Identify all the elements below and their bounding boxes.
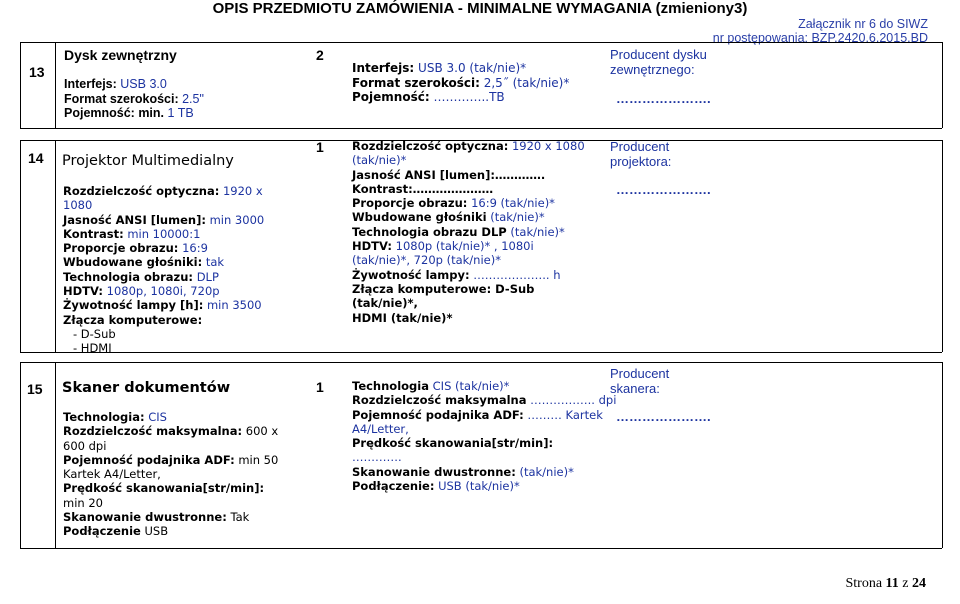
page-number: 11 xyxy=(885,576,899,591)
producer-value: …………………. xyxy=(616,91,711,106)
quantity: 2 xyxy=(316,47,324,63)
row-number: 13 xyxy=(29,64,45,80)
item-name: Projektor Multimedialny xyxy=(62,153,234,169)
page-total: 24 xyxy=(912,576,926,591)
item-name: Dysk zewnętrzny xyxy=(64,47,177,63)
item-name: Skaner dokumentów xyxy=(62,380,231,396)
attachment-reference: Załącznik nr 6 do SIWZ xyxy=(798,17,928,31)
offer-specs: Rozdzielczość optyczna: 1920 x 1080 (tak/nie)* Jasność ANSI [lumen]:…………. Kontrast:………………… Proporcje obrazu: 16:9 (tak/nie)* Wbudowane głośniki (tak/nie)* Technologia obrazu DLP (tak/nie)* HDTV: 1080p (tak/nie)* , 1080i (tak/nie)*, 720p (tak/nie)* Żywotność lampy: ……………….. h Złącza komputerowe: D-Sub (tak/nie)*, HDMI (tak/nie)* xyxy=(352,139,585,325)
offer-specs: Technologia CIS (tak/nie)* Rozdzielczość maksymalna …………….. dpi Pojemność podajnika ADF: ……… Kartek A4/Letter, Prędkość skanowania[str/min]: …………. Skanowanie dwustronne: (tak/nie)* Podłączenie: USB (tak/nie)* xyxy=(352,379,617,494)
quantity: 1 xyxy=(316,379,324,395)
item-specs: Technologia: CIS Rozdzielczość maksymalna: 600 x 600 dpi Pojemność podajnika ADF: min 50 Kartek A4/Letter, Prędkość skanowania[str/min]: min 20 Skanowanie dwustronne: Tak Podłączenie USB xyxy=(63,410,279,539)
page-footer: Strona 11 z 24 xyxy=(845,576,926,591)
producer-label: Producent skanera: xyxy=(610,366,670,396)
procedure-number: nr postępowania: BZP.2420.6.2015.BD xyxy=(712,31,928,45)
item-specs: Rozdzielczość optyczna: 1920 x 1080 Jasność ANSI [lumen]: min 3000 Kontrast: min 10000:1 Proporcje obrazu: 16:9 Wbudowane głośniki: tak Technologia obrazu: DLP HDTV: 1080p, 1080i, 720p Żywotność lampy [h]: min 3500 Złącza komputerowe: - D-Sub - HDMI xyxy=(63,184,265,356)
offer-specs: Interfejs: USB 3.0 (tak/nie)* Format szerokości: 2,5˝ (tak/nie)* Pojemność: …………..TB xyxy=(352,61,570,104)
producer-label: Producent projektora: xyxy=(610,139,672,169)
producer-label: Producent dysku zewnętrznego: xyxy=(610,47,707,77)
item-specs: Interfejs: USB 3.0 Format szerokości: 2.5" Pojemność: min. 1 TB xyxy=(64,77,204,121)
row-number: 15 xyxy=(27,381,43,397)
quantity: 1 xyxy=(316,139,324,155)
producer-value: …………………. xyxy=(616,409,711,424)
row-number: 14 xyxy=(28,150,44,166)
document-title: OPIS PRZEDMIOTU ZAMÓWIENIA - MINIMALNE WYMAGANIA (zmieniony3) xyxy=(212,0,748,17)
producer-value: …………………. xyxy=(616,182,711,197)
